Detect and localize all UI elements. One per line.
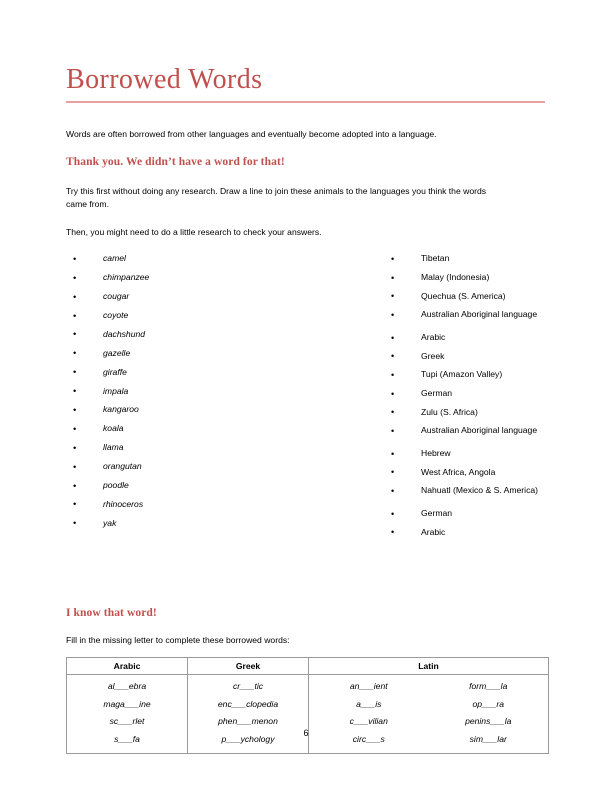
word-blank[interactable]: a___is xyxy=(356,698,382,709)
word-blank[interactable]: an___ient xyxy=(349,681,388,692)
cell-latin-words xyxy=(309,675,549,753)
list-item[interactable]: • Arabic xyxy=(384,332,559,344)
list-item[interactable]: • Arabic xyxy=(384,527,559,539)
list-item[interactable]: • camel xyxy=(66,253,316,265)
word-blank[interactable]: op___ra xyxy=(472,698,505,709)
list-item[interactable]: • German xyxy=(384,508,559,520)
list-item[interactable]: • llama xyxy=(66,442,316,454)
missing-letters-instruction: Fill in the missing letter to complete these borrowed words: xyxy=(66,635,290,646)
word-blank[interactable]: cr___tic xyxy=(232,681,264,692)
list-item[interactable]: • impala xyxy=(66,386,316,398)
list-item[interactable]: • Hebrew xyxy=(384,448,559,460)
list-item[interactable]: • gazelle xyxy=(66,348,316,360)
list-item[interactable]: • kangaroo xyxy=(66,404,316,416)
word-blank[interactable]: s___fa xyxy=(114,734,140,745)
list-item[interactable]: • dachshund xyxy=(66,329,316,341)
title-divider xyxy=(66,101,545,103)
list-item[interactable]: • Malay (Indonesia) xyxy=(384,272,559,284)
languages-list xyxy=(384,253,559,538)
list-item[interactable]: • Australian Aboriginal language xyxy=(384,309,559,321)
languages-column xyxy=(384,253,559,545)
intro-paragraph: Words are often borrowed from other languages and eventually become adopted into a language. xyxy=(66,128,437,139)
list-item[interactable]: • giraffe xyxy=(66,367,316,379)
page-number: 6 xyxy=(303,728,309,738)
missing-letters-table xyxy=(66,657,549,753)
list-item[interactable]: • Tupi (Amazon Valley) xyxy=(384,369,559,381)
word-blank[interactable]: maga___ine xyxy=(103,698,151,709)
table-row xyxy=(67,675,549,753)
matching-columns xyxy=(66,253,546,573)
word-blank[interactable]: form___la xyxy=(469,681,508,692)
word-blank[interactable]: enc___clopedia xyxy=(217,698,279,709)
list-item[interactable]: • orangutan xyxy=(66,461,316,473)
column-header-arabic: Arabic xyxy=(67,658,188,675)
column-header-greek: Greek xyxy=(188,658,309,675)
word-blank[interactable]: penins___la xyxy=(465,716,512,727)
table-body xyxy=(67,675,549,753)
list-item[interactable]: • poodle xyxy=(66,480,316,492)
matching-instruction-2: Then, you might need to do a little research to check your answers. xyxy=(66,227,322,238)
animals-column xyxy=(66,253,316,536)
table-header-row xyxy=(67,658,549,675)
list-item[interactable]: • West Africa, Angola xyxy=(384,467,559,479)
page-title: Borrowed Words xyxy=(66,64,263,95)
matching-instruction-1: Try this first without doing any research. Draw a line to join these animals to the languages you think the words came from. xyxy=(66,185,487,209)
table-header xyxy=(67,658,549,675)
word-blank[interactable]: al___ebra xyxy=(107,681,147,692)
cell-arabic-words xyxy=(67,675,188,753)
word-blank[interactable]: sc___rlet xyxy=(109,716,145,727)
list-item[interactable]: • rhinoceros xyxy=(66,499,316,511)
word-blank[interactable]: sim___lar xyxy=(469,734,507,745)
word-blank[interactable]: c___vilian xyxy=(349,716,388,727)
word-blank[interactable]: circ___s xyxy=(352,734,385,745)
list-item[interactable]: • Nahuatl (Mexico & S. America) xyxy=(384,485,559,497)
animals-list xyxy=(66,253,316,529)
list-item[interactable]: • yak xyxy=(66,518,316,530)
column-header-latin: Latin xyxy=(309,658,549,675)
list-item[interactable]: • Quechua (S. America) xyxy=(384,291,559,303)
list-item[interactable]: • cougar xyxy=(66,291,316,303)
list-item[interactable]: • Greek xyxy=(384,351,559,363)
word-blank[interactable]: p___ychology xyxy=(221,734,275,745)
list-item[interactable]: • koala xyxy=(66,423,316,435)
list-item[interactable]: • chimpanzee xyxy=(66,272,316,284)
list-item[interactable]: • Zulu (S. Africa) xyxy=(384,407,559,419)
section-heading-matching: Thank you. We didn’t have a word for that! xyxy=(66,155,285,168)
list-item[interactable]: • German xyxy=(384,388,559,400)
word-blank[interactable]: phen___menon xyxy=(218,716,278,727)
list-item[interactable]: • Australian Aboriginal language xyxy=(384,425,559,437)
cell-greek-words xyxy=(188,675,309,753)
list-item[interactable]: • coyote xyxy=(66,310,316,322)
list-item[interactable]: • Tibetan xyxy=(384,253,559,265)
section-heading-missing-letters: I know that word! xyxy=(66,607,157,620)
